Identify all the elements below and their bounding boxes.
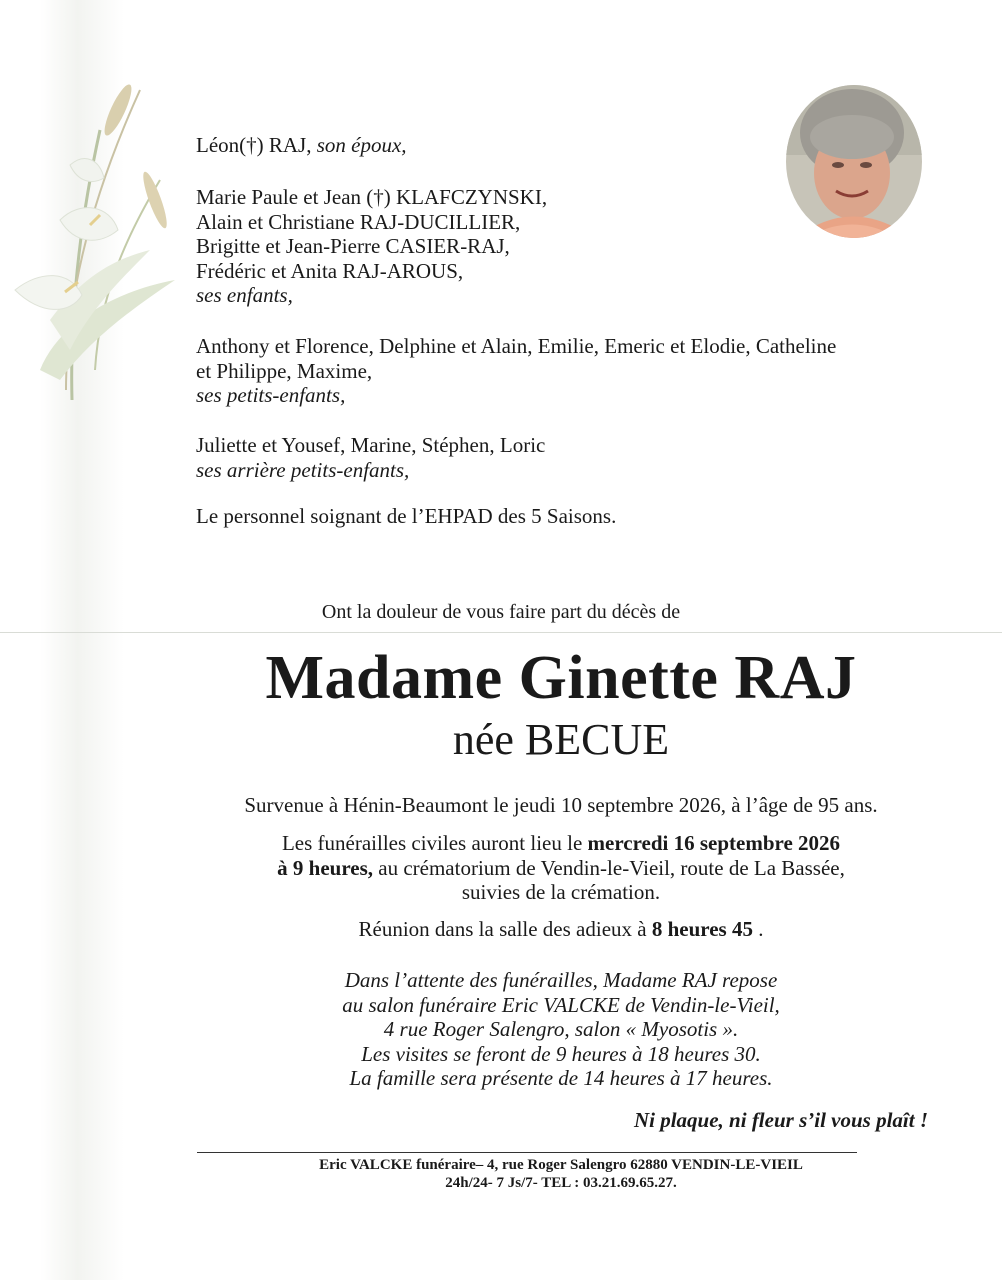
children-section: [196, 185, 547, 308]
no-flowers-note: Ni plaque, ni fleur s’il vous plaît !: [633, 1108, 928, 1132]
deceased-name: Madame Ginette RAJ: [265, 644, 857, 712]
meeting-text: Réunion dans la salle des adieux à: [358, 917, 652, 941]
calla-lily-illustration: [0, 70, 190, 430]
funeral-time: à 9 heures,: [277, 855, 374, 880]
meeting-end: .: [752, 917, 764, 941]
grandchildren-role: ses petits-enfants,: [196, 383, 346, 407]
portrait-photo: [786, 85, 922, 238]
funeral-details: [60, 831, 1002, 905]
great-grandchildren-role: ses arrière petits-enfants,: [196, 457, 410, 482]
footer-address: Eric VALCKE funéraire– 4, rue Roger Salengro 62880 VENDIN-LE-VIEIL: [319, 1157, 803, 1173]
meeting-time: 8 heures 45: [651, 917, 753, 941]
grandchildren-line: Anthony et Florence, Delphine et Alain, Emilie, Emeric et Elodie, Catheline: [196, 334, 837, 358]
spouse-name: Léon(†) RAJ: [196, 133, 307, 157]
funeral-text: Les funérailles civiles auront lieu le: [281, 831, 588, 855]
visitation-line: Les visites se feront de 9 heures à 18 heures 30.: [361, 1041, 761, 1066]
death-notice: [60, 793, 1002, 818]
child-line: Frédéric et Anita RAJ-AROUS,: [196, 258, 464, 283]
fold-line: [0, 632, 1002, 633]
funeral-cremation: suivies de la crémation.: [461, 880, 661, 904]
spouse-section: Léon(†) RAJ, son époux,: [196, 133, 407, 157]
meeting-info: [60, 917, 1002, 942]
great-grandchildren-line: Juliette et Yousef, Marine, Stéphen, Loric: [196, 433, 546, 457]
death-line: Survenue à Hénin-Beaumont le jeudi 10 septembre 2026, à l’âge de 95 ans.: [244, 793, 878, 817]
announcement-intro: Ont la douleur de vous faire part du décès de: [321, 601, 681, 623]
visitation-line: Dans l’attente des funérailles, Madame RAJ repose: [344, 968, 778, 992]
staff-section: [196, 504, 616, 529]
visitation-info: [60, 968, 1002, 1091]
great-grandchildren-section: [196, 433, 545, 482]
staff-line: Le personnel soignant de l’EHPAD des 5 Saisons.: [196, 504, 617, 528]
child-line: Alain et Christiane RAJ-DUCILLIER,: [196, 209, 521, 234]
child-line: Brigitte et Jean-Pierre CASIER-RAJ,: [196, 234, 510, 258]
maiden-name: née BECUE: [452, 715, 670, 764]
footer-phone: 24h/24- 7 Js/7- TEL : 03.21.69.65.27.: [445, 1175, 677, 1191]
visitation-line: au salon funéraire Eric VALCKE de Vendin-le-Vieil,: [342, 992, 780, 1017]
grandchildren-section: [196, 334, 836, 408]
child-line: Marie Paule et Jean (†) KLAFCZYNSKI,: [196, 185, 548, 209]
funeral-date: mercredi 16 septembre 2026: [587, 831, 841, 855]
footer-divider: [197, 1152, 857, 1153]
children-role: ses enfants,: [196, 283, 293, 307]
funeral-place: au crématorium de Vendin-le-Vieil, route de La Bassée,: [373, 855, 845, 880]
visitation-line: 4 rue Roger Salengro, salon « Myosotis ».: [383, 1017, 739, 1041]
grandchildren-line: et Philippe, Maxime,: [196, 358, 373, 383]
spouse-role: son époux,: [316, 133, 407, 157]
visitation-line: La famille sera présente de 14 heures à 17 heures.: [349, 1066, 773, 1090]
